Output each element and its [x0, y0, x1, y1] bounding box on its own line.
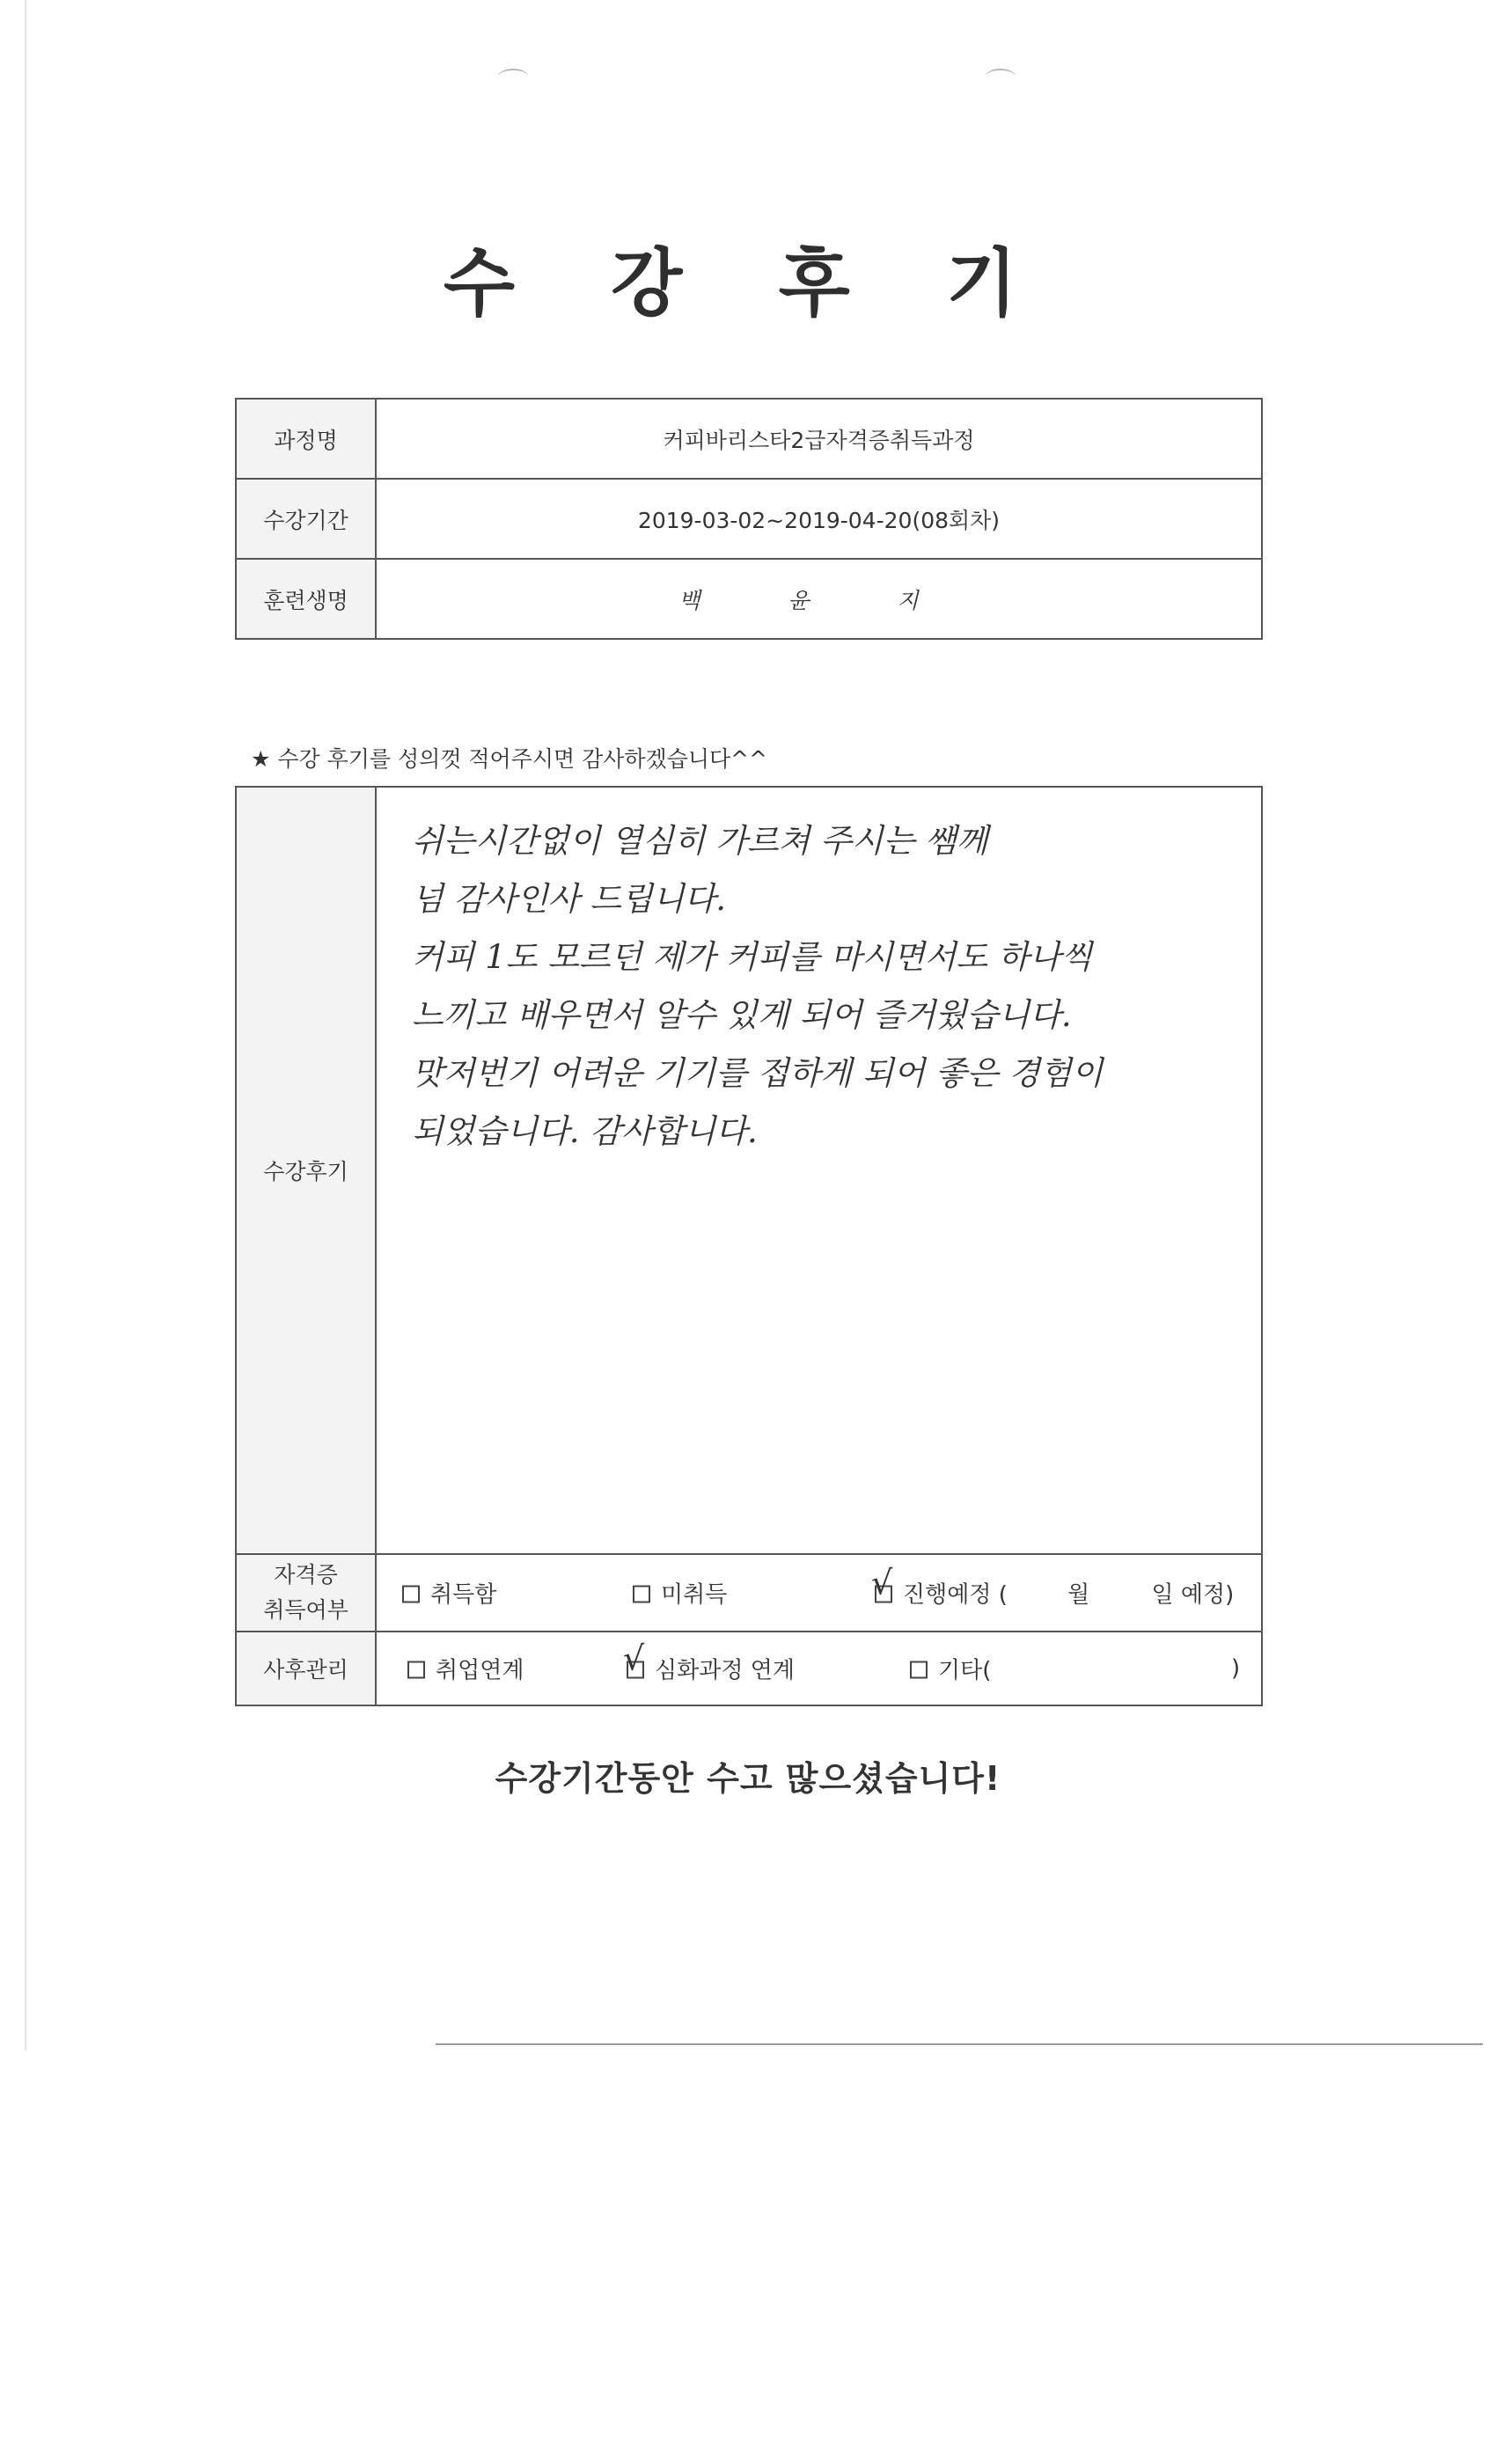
not-acquired-label: 미취득: [661, 1581, 728, 1609]
review-line: 쉬는시간없이 열심히 가르쳐 주시는 쌤께: [412, 822, 988, 860]
aftercare-options: [376, 1632, 1262, 1705]
period-value: 2019-03-02~2019-04-20(08회차): [376, 479, 1262, 559]
aftercare-label: 사후관리: [236, 1632, 376, 1705]
course-value: 커피바리스타2급자격증취득과정: [376, 399, 1262, 479]
other-label: 기타(: [938, 1657, 992, 1684]
in-progress-checkbox[interactable]: [871, 1563, 893, 1603]
advanced-label: 심화과정 연계: [655, 1657, 795, 1684]
notice-text: ★ 수강 후기를 성의껏 적어주시면 감사하겠습니다^^: [251, 746, 768, 772]
handwritten-check-mark: √: [623, 1639, 645, 1678]
punch-hole-mark-left: [498, 69, 528, 84]
advanced-checkbox[interactable]: [623, 1639, 645, 1679]
not-acquired-checkbox[interactable]: [633, 1586, 650, 1603]
course-info-table: [235, 398, 1263, 640]
acquired-label: 취득함: [430, 1581, 497, 1609]
acquired-checkbox[interactable]: [402, 1586, 420, 1603]
certification-label: [236, 1554, 376, 1632]
option-acquired[interactable]: [402, 1577, 496, 1610]
review-body: [376, 787, 1262, 1554]
certification-label-line2: 취득여부: [263, 1597, 348, 1623]
closing-message: 수강기간동안 수고 많으셨습니다!: [495, 1759, 1001, 1798]
other-close-paren: ): [1231, 1655, 1241, 1682]
trainee-row: [236, 559, 1262, 639]
review-label: 수강후기: [236, 787, 376, 1554]
review-line: 되었습니다. 감사합니다.: [412, 1112, 758, 1150]
review-line: 느끼고 배우면서 알수 있게 되어 즐거웠습니다.: [412, 996, 1072, 1034]
option-other[interactable]: [910, 1653, 991, 1685]
handwritten-check-mark: √: [871, 1563, 893, 1602]
trainee-name-handwritten: 백 윤 지: [376, 559, 1262, 639]
option-advanced[interactable]: [623, 1639, 795, 1685]
certification-row: [236, 1554, 1262, 1632]
day-planned-label: 일 예정): [1151, 1581, 1235, 1609]
other-checkbox[interactable]: [910, 1661, 928, 1679]
course-row: [236, 399, 1262, 479]
month-label: 월: [1067, 1581, 1090, 1609]
in-progress-label: 진행예정 (: [903, 1581, 1008, 1609]
option-not-acquired[interactable]: [633, 1577, 727, 1610]
review-line: 커피 1도 모르던 제가 커피를 마시면서도 하나씩: [412, 938, 1093, 976]
aftercare-row: [236, 1632, 1262, 1705]
punch-hole-mark-right: [986, 69, 1016, 84]
certification-options: [376, 1554, 1262, 1632]
period-row: [236, 479, 1262, 559]
review-row: [236, 787, 1262, 1554]
review-handwritten-text: [412, 812, 1257, 1161]
employment-checkbox[interactable]: [407, 1661, 425, 1679]
certification-label-line1: 자격증: [274, 1562, 338, 1588]
trainee-label: 훈련생명: [236, 559, 376, 639]
option-in-progress[interactable]: [871, 1563, 1235, 1610]
document-title: 수 강 후 기: [443, 240, 1053, 326]
scan-edge-bottom: [436, 2043, 1483, 2045]
review-table: [235, 786, 1263, 1706]
period-label: 수강기간: [236, 479, 376, 559]
option-employment[interactable]: [407, 1653, 524, 1685]
employment-label: 취업연계: [436, 1657, 524, 1684]
review-line: 넘 감사인사 드립니다.: [412, 880, 726, 918]
course-label: 과정명: [236, 399, 376, 479]
review-line: 맛저번기 어려운 기기를 접하게 되어 좋은 경험이: [412, 1054, 1104, 1092]
